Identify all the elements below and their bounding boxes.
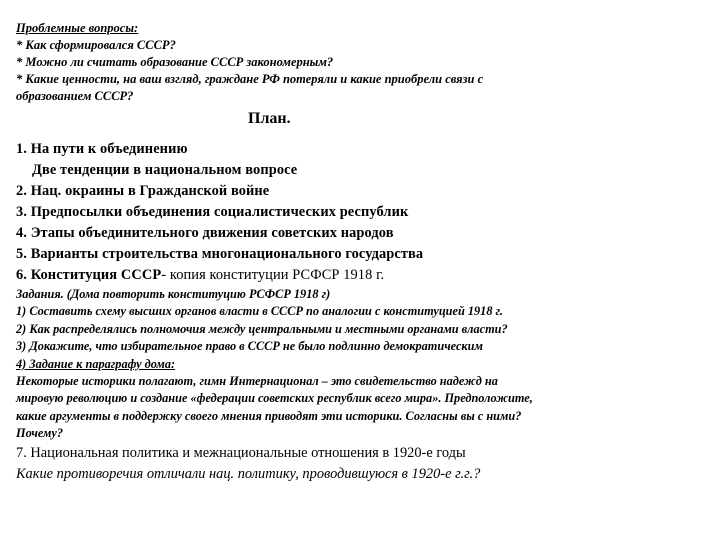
plan-list — [16, 139, 706, 286]
section-7-question: Какие противоречия отличали нац. политику, проводившуюся в 1920-е г.г.? — [16, 465, 481, 482]
plan-item-6 — [16, 265, 706, 286]
task-4: 4) Задание к параграфу дома: — [16, 356, 176, 371]
plan-item-4: 4. Этапы объединительного движения советских народов — [16, 225, 394, 241]
task-3: 3) Докажите, что избирательное право в СССР не было подлинно демократическим — [16, 339, 483, 354]
task-para-4: Почему? — [16, 426, 64, 441]
questions-heading: Проблемные вопросы: — [16, 21, 139, 35]
question-1: * Как сформировался СССР? — [16, 38, 176, 52]
problem-questions — [16, 20, 706, 105]
plan-title: План. — [248, 110, 291, 127]
tasks-heading: Задания. (Дома повторить конституцию РСФСР 1918 г) — [16, 287, 331, 301]
question-3-cont: образованием СССР? — [16, 89, 134, 103]
plan-item-5: 5. Варианты строительства многонационального государства — [16, 246, 424, 262]
plan-item-6-bold: 6. Конституция СССР — [16, 267, 162, 283]
plan-item-1-sub: Две тенденции в национальном вопросе — [32, 162, 298, 178]
plan-item-2: 2. Нац. окраины в Гражданской войне — [16, 183, 270, 199]
question-2: * Можно ли считать образование СССР закономерным? — [16, 55, 334, 69]
plan-item-1: 1. На пути к объединению — [16, 141, 188, 157]
task-2: 2) Как распределялись полномочия между центральными и местными органами власти? — [16, 321, 508, 336]
task-1: 1) Составить схему высших органов власти в СССР по аналогии с конституцией 1918 г. — [16, 304, 503, 319]
plan-item-3: 3. Предпосылки объединения социалистических республик — [16, 204, 409, 220]
document-page — [16, 20, 706, 485]
plan-item-6-rest: - копия конституции РСФСР 1918 г. — [161, 267, 385, 283]
tasks-block — [16, 286, 706, 443]
section-7 — [16, 443, 706, 485]
question-3: * Какие ценности, на ваш взгляд, граждане РФ потеряли и какие приобрели связи с — [16, 72, 484, 86]
task-para-3: какие аргументы в поддержку своего мнения приводят эти историки. Согласны вы с ними? — [16, 408, 522, 423]
task-para-1: Некоторые историки полагают, гимн Интернационал – это свидетельство надежд на — [16, 374, 498, 389]
section-7-title: 7. Национальная политика и межнациональные отношения в 1920-е годы — [16, 444, 466, 461]
task-para-2: мировую революцию и создание «федерации советских республик всего мира». Предположите, — [16, 391, 533, 406]
